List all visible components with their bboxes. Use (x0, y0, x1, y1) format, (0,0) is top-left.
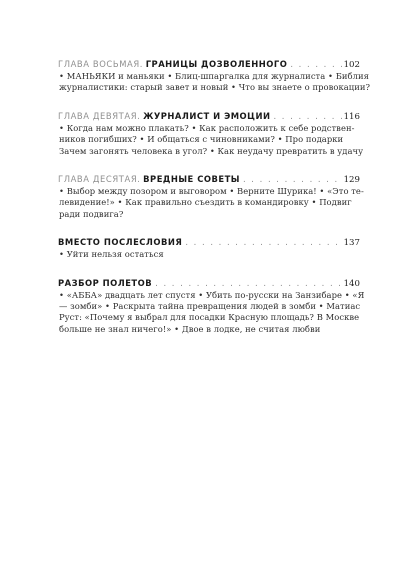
toc-entry (58, 277, 365, 336)
toc-entry (58, 173, 364, 220)
chapter-title: РАЗБОР ПОЛЕТОВ (58, 277, 153, 288)
summary-line: левидение!» • Как правильно съездить в командировку • Подвиг (59, 197, 352, 208)
toc-entry (58, 58, 371, 94)
toc-entry-heading[interactable] (58, 58, 360, 71)
dot-leader (185, 236, 341, 248)
chapter-title: ЖУРНАЛИСТ И ЭМОЦИИ (143, 110, 271, 121)
chapter-number: ГЛАВА ДЕВЯТАЯ. (58, 110, 141, 121)
chapter-summary (58, 249, 360, 260)
chapter-title: ВРЕДНЫЕ СОВЕТЫ (143, 174, 240, 185)
page-number: 102 (343, 60, 360, 70)
toc-entry-heading[interactable] (58, 236, 360, 249)
summary-line: • Когда нам можно плакать? • Как расположить к себе родствен- (59, 122, 355, 133)
summary-line: • Выбор между позором и выговором • Верните Шурика! • «Это те- (59, 186, 364, 197)
page-number: 129 (343, 175, 360, 186)
dot-leader (243, 173, 342, 185)
summary-line: • МАНЬЯКИ и маньяки • Блиц-шпаргалка для журналиста • Библия (59, 71, 369, 81)
summary-line: • «АББА» двадцать лет спустя • Убить по-русски на Занзибаре • «Я (59, 289, 365, 300)
chapter-summary (58, 186, 364, 220)
toc-entry (58, 110, 364, 157)
dot-leader (290, 58, 341, 70)
chapter-number: ГЛАВА ВОСЬМАЯ. (58, 59, 144, 69)
toc-entry-heading[interactable] (58, 173, 360, 186)
chapter-summary (58, 71, 371, 94)
summary-line: Зачем загонять человека в угол? • Как неудачу превратить в удачу (59, 145, 364, 156)
toc-entry-heading[interactable] (58, 277, 360, 290)
chapter-title: ГРАНИЦЫ ДОЗВОЛЕННОГО (145, 59, 288, 69)
chapter-summary (58, 289, 365, 336)
summary-line: ради подвига? (59, 208, 124, 219)
toc-entry-heading[interactable] (58, 110, 360, 123)
summary-line: — зомби» • Раскрыта тайна превращения людей в зомби • Матиас (59, 301, 361, 312)
table-of-contents (58, 58, 371, 351)
summary-line: журналистики: старый завет и новый • Что вы знаете о провокации? (59, 82, 371, 93)
dot-leader (155, 277, 341, 289)
page-number: 140 (343, 278, 360, 289)
toc-entry (58, 236, 360, 260)
summary-line: ников погибших? • И общаться с чиновниками? • Про подарки (59, 134, 344, 145)
dot-leader (273, 110, 341, 122)
chapter-title: ВМЕСТО ПОСЛЕСЛОВИЯ (58, 237, 183, 248)
page-number: 116 (343, 111, 360, 122)
summary-line: • Уйти нельзя остаться (59, 249, 164, 260)
chapter-summary (58, 122, 364, 157)
summary-line: Руст: «Почему я выбрал для посадки Красную площадь? В Москве (59, 312, 360, 323)
chapter-number: ГЛАВА ДЕСЯТАЯ. (58, 174, 141, 185)
page-number: 137 (343, 238, 360, 249)
summary-line: больше не знал ничего!» • Двое в лодке, не считая любви (59, 323, 321, 334)
